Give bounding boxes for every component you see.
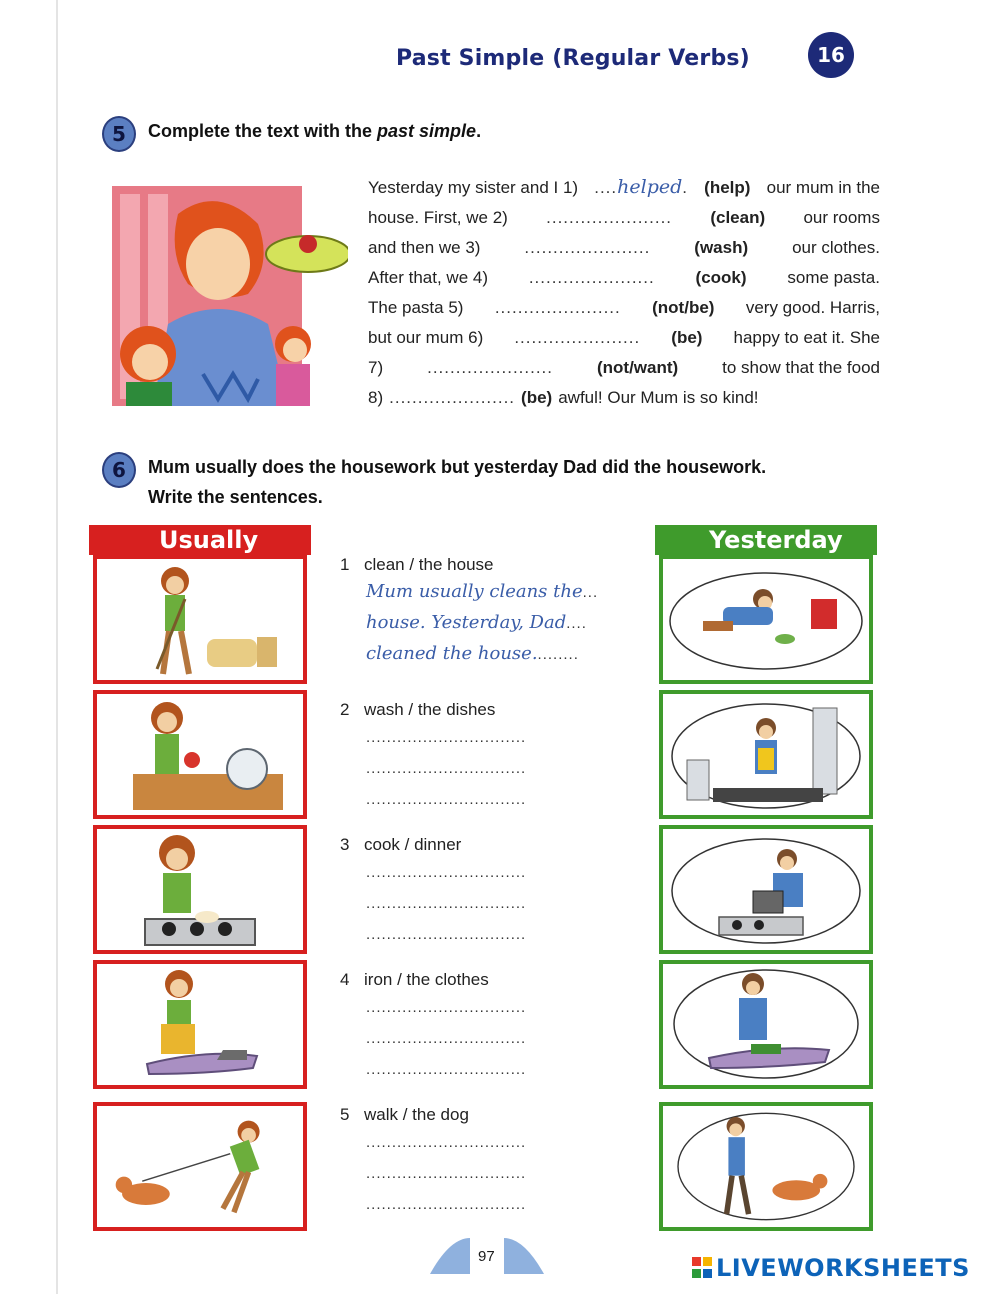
yesterday-dishes-picture [659, 690, 873, 819]
answer-4[interactable]: ...................... [528, 268, 655, 287]
answer-dots: ............................... [366, 1134, 527, 1151]
yesterday-cook-picture [659, 825, 873, 954]
prompt-text: cook / dinner [364, 835, 462, 854]
verb-prompt: (cook) [695, 268, 747, 287]
instruction-period: . [476, 121, 482, 141]
usually-iron-picture [93, 960, 307, 1089]
answer-dots: ............................... [366, 760, 527, 777]
usually-cook-picture [93, 825, 307, 954]
answer-line[interactable] [340, 1054, 640, 1085]
item-prompt [340, 968, 640, 992]
page-number: 97 [478, 1248, 495, 1265]
usually-walk-picture [93, 1102, 307, 1231]
brand-logo [692, 1254, 970, 1282]
exercise-5-instruction [148, 116, 481, 146]
answer-5[interactable]: ...................... [494, 298, 621, 317]
prompt-text: clean / the house [364, 555, 494, 574]
item-prompt [340, 698, 640, 722]
answer-line[interactable] [340, 784, 640, 815]
answer-dots: ........ [537, 646, 579, 663]
exercise-6-instruction [148, 452, 766, 512]
verb-prompt: (be) [521, 388, 553, 407]
line-text: our mum in the [766, 178, 880, 197]
instruction-text: Complete the text with the [148, 121, 378, 141]
line-text: house. First, we 2) [368, 208, 508, 227]
verb-prompt: (not/be) [652, 298, 715, 317]
text-line-8 [368, 383, 880, 413]
answer-text: cleaned the house. [366, 643, 538, 664]
verb-prompt: (wash) [694, 238, 749, 257]
unit-badge: 16 [808, 32, 854, 78]
exercise-5-text [368, 172, 880, 413]
yesterday-clean-picture [659, 555, 873, 684]
answer-line[interactable] [340, 577, 640, 608]
item-prompt [340, 833, 640, 857]
liveworksheets-icon [692, 1257, 712, 1279]
item-prompt [340, 553, 640, 577]
answer-6[interactable]: ...................... [514, 328, 641, 347]
line-text: After that, we 4) [368, 268, 488, 287]
yesterday-iron-picture [659, 960, 873, 1089]
text-line-3 [368, 233, 880, 263]
item-prompt [340, 1103, 640, 1127]
answer-3[interactable]: ...................... [524, 238, 651, 257]
answer-text: house. Yesterday, Dad [366, 612, 567, 633]
exercise-6-number: 6 [102, 452, 136, 488]
answer-dots: ............................... [366, 1061, 527, 1078]
item-5 [340, 1103, 640, 1220]
answer-dots: ... [582, 584, 599, 601]
page-number-tab [430, 1238, 544, 1274]
line-text: The pasta 5) [368, 298, 464, 317]
answer-7[interactable]: ...................... [427, 358, 554, 377]
usually-dishes-picture [93, 690, 307, 819]
item-number: 2 [340, 700, 350, 719]
yesterday-walk-picture [659, 1102, 873, 1231]
answer-line[interactable] [340, 919, 640, 950]
verb-prompt: (be) [671, 328, 703, 347]
page-edge [56, 0, 58, 1294]
brand-text: LIVEWORKSHEETS [716, 1254, 970, 1282]
answer-dots: ............................... [366, 864, 527, 881]
blank-dots: .... [594, 178, 618, 197]
item-number: 4 [340, 970, 350, 989]
answer-line[interactable] [340, 857, 640, 888]
line-text: very good. Harris, [745, 298, 880, 317]
line-text: happy to eat it. She [733, 328, 880, 347]
verb-prompt: (not/want) [596, 358, 679, 377]
page-title: Past Simple (Regular Verbs) [396, 46, 750, 71]
answer-dots: ............................... [366, 895, 527, 912]
answer-line[interactable] [340, 639, 640, 670]
item-4 [340, 968, 640, 1085]
item-number: 1 [340, 555, 350, 574]
line-text: 7) [368, 358, 384, 377]
text-line-2 [368, 203, 880, 233]
blank-dots: . [682, 178, 689, 197]
usually-clean-picture [93, 555, 307, 684]
instruction-italic: past simple [377, 121, 477, 141]
answer-text: Mum usually cleans the [366, 581, 583, 602]
answer-2[interactable]: ...................... [546, 208, 673, 227]
answer-dots: ............................... [366, 1165, 527, 1182]
prompt-text: walk / the dog [364, 1105, 469, 1124]
text-line-7 [368, 353, 880, 383]
answer-dots: ............................... [366, 729, 527, 746]
answer-line[interactable] [340, 722, 640, 753]
answer-dots: ............................... [366, 791, 527, 808]
item-1 [340, 553, 640, 670]
answer-line[interactable] [340, 888, 640, 919]
prompt-text: wash / the dishes [364, 700, 496, 719]
text-line-6 [368, 323, 880, 353]
answer-dots: ............................... [366, 1196, 527, 1213]
item-number: 3 [340, 835, 350, 854]
answer-line[interactable] [340, 1189, 640, 1220]
yesterday-header: Yesterday [655, 525, 877, 555]
line-text: and then we 3) [368, 238, 481, 257]
item-2 [340, 698, 640, 815]
instruction-line-1: Mum usually does the housework but yesterday Dad did the housework. [148, 457, 767, 477]
usually-header: Usually [89, 525, 311, 555]
answer-line[interactable] [340, 753, 640, 784]
answer-1[interactable]: helped [617, 176, 683, 198]
line-text: some pasta. [787, 268, 880, 287]
answer-line[interactable] [340, 1127, 640, 1158]
text-line-5 [368, 293, 880, 323]
item-3 [340, 833, 640, 950]
answer-dots: ............................... [366, 926, 527, 943]
line-text: Yesterday my sister and I 1) [368, 178, 579, 197]
line-text: but our mum 6) [368, 328, 484, 347]
answer-dots: ............................... [366, 999, 527, 1016]
answer-line[interactable] [340, 1023, 640, 1054]
item-number: 5 [340, 1105, 350, 1124]
verb-prompt: (help) [704, 178, 751, 197]
prompt-text: iron / the clothes [364, 970, 489, 989]
answer-8[interactable]: ...................... [389, 388, 516, 407]
line-text: to show that the food [722, 358, 880, 377]
instruction-line-2: Write the sentences. [148, 487, 323, 507]
pasta-illustration [108, 184, 348, 409]
answer-dots: ............................... [366, 1030, 527, 1047]
line-text: our clothes. [792, 238, 880, 257]
text-line-1 [368, 172, 880, 203]
exercise-5-number: 5 [102, 116, 136, 152]
line-text: 8) [368, 388, 384, 407]
text-line-4 [368, 263, 880, 293]
line-text: awful! Our Mum is so kind! [558, 388, 759, 407]
answer-line[interactable] [340, 992, 640, 1023]
answer-line[interactable] [340, 1158, 640, 1189]
answer-line[interactable] [340, 608, 640, 639]
verb-prompt: (clean) [710, 208, 766, 227]
answer-dots: .... [566, 615, 587, 632]
line-text: our rooms [803, 208, 880, 227]
